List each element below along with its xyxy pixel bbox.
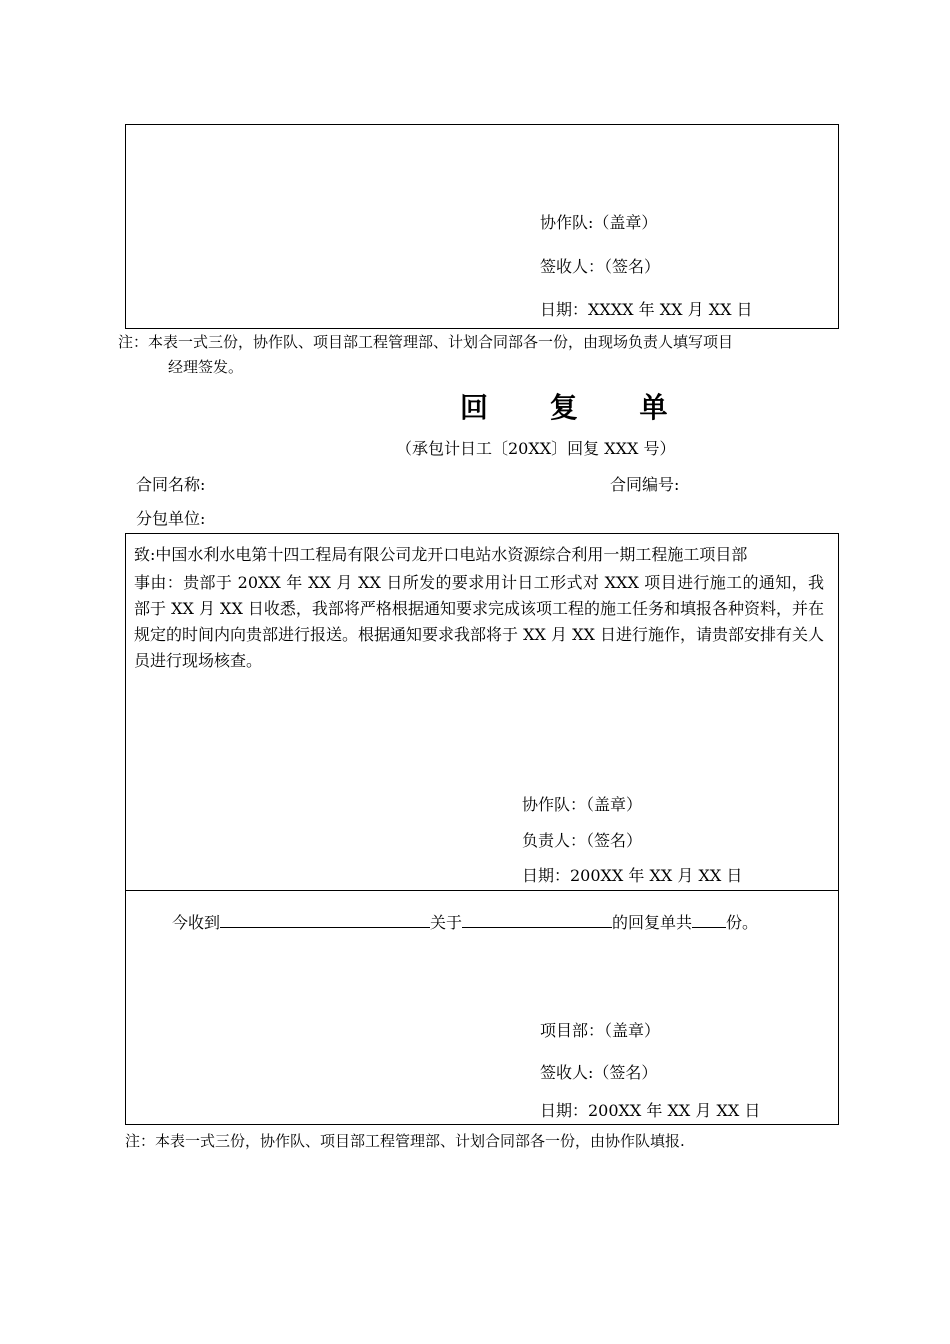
receipt-middle: 关于 bbox=[430, 913, 463, 932]
note-1-line-2: 经理签发。 bbox=[168, 358, 244, 376]
receipt-prefix: 今收到 bbox=[172, 913, 221, 932]
receipt-suffix: 的回复单共 bbox=[612, 913, 693, 932]
reply-person-signature: 负责人：（签名） bbox=[522, 831, 643, 850]
note-2: 注：本表一式三份，协作队、项目部工程管理部、计划合同部各一份，由协作队填报. bbox=[125, 1132, 685, 1150]
reply-date: 日期：200XX 年 XX 月 XX 日 bbox=[522, 866, 743, 885]
page-title: 回 复 单 bbox=[460, 391, 694, 424]
receipt-blank-subject[interactable] bbox=[462, 909, 612, 928]
note-1-line-1: 注：本表一式三份，协作队、项目部工程管理部、计划合同部各一份，由现场负责人填写项目 bbox=[118, 333, 734, 351]
top-receiver-signature: 签收人：（签名） bbox=[540, 257, 661, 276]
contract-name-label: 合同名称: bbox=[136, 475, 206, 494]
receipt-end: 份。 bbox=[726, 913, 759, 932]
contract-number-label: 合同编号: bbox=[610, 475, 680, 494]
reason-text: 事由：贵部于 20XX 年 XX 月 XX 日所发的要求用计日工形式对 XXX 项目进行施工的通知，我部于 XX 月 XX 日收悉，我部将严格根据通知要求完成该项工程的施工任务和填报各种资料，并在规定的时间内向贵部进行报送。根据通知要求我部将于 XX 月 XX 日进行施作，请贵部安排有关人员进行现场核查。 bbox=[134, 573, 824, 670]
receipt-dept-seal: 项目部：（盖章） bbox=[540, 1021, 661, 1040]
top-date: 日期：XXXX 年 XX 月 XX 日 bbox=[540, 300, 753, 319]
receipt-blank-from[interactable] bbox=[220, 909, 430, 928]
reply-number: （承包计日工〔20XX〕回复 XXX 号） bbox=[396, 439, 676, 458]
subcontractor-label: 分包单位: bbox=[136, 509, 206, 528]
top-team-seal: 协作队:（盖章） bbox=[540, 213, 658, 232]
receipt-blank-count[interactable] bbox=[692, 909, 726, 928]
reply-form-divider bbox=[125, 890, 839, 891]
receipt-date: 日期：200XX 年 XX 月 XX 日 bbox=[540, 1101, 761, 1120]
addressee: 致:中国水利水电第十四工程局有限公司龙开口电站水资源综合利用一期工程施工项目部 bbox=[134, 545, 748, 564]
receipt-line bbox=[172, 909, 758, 933]
reply-team-seal: 协作队：（盖章） bbox=[522, 795, 643, 814]
receipt-receiver-signature: 签收人:（签名） bbox=[540, 1063, 658, 1082]
